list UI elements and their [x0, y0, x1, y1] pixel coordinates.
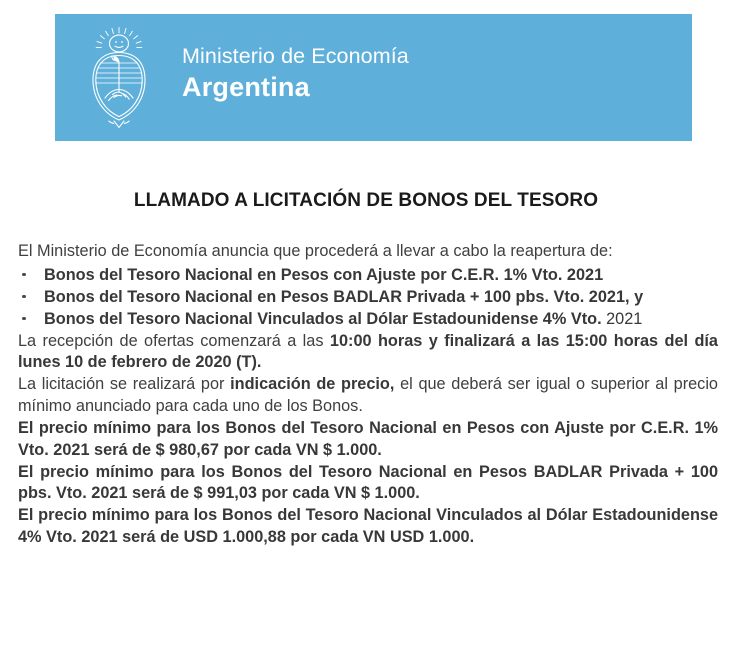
bullet-dot-icon — [22, 317, 26, 321]
reception-paragraph — [18, 331, 732, 375]
intro-paragraph: El Ministerio de Economía anuncia que procederá a llevar a cabo la reapertura de: — [18, 242, 613, 260]
banner-content — [55, 26, 409, 130]
bidding-paragraph — [18, 374, 732, 418]
page-title: LLAMADO A LICITACIÓN DE BONOS DEL TESORO — [133, 190, 599, 211]
minimum-price-dollar-linked: El precio mínimo para los Bonos del Tesoro Nacional Vinculados al Dólar Estadounidense 4% Vto. 2021 será de USD 1.000,88 por cada VN USD 1.000. — [18, 506, 718, 546]
country-label: Argentina — [182, 72, 310, 103]
bond-name: Bonos del Tesoro Nacional en Pesos con Ajuste por C.E.R. 1% Vto. 2021 — [44, 265, 604, 284]
bidding-lead: La licitación se realizará por — [18, 375, 231, 394]
reception-lead: La recepción de ofertas comenzará a las — [18, 331, 330, 350]
bullet-dot-icon — [22, 273, 26, 277]
brand-text-block — [182, 43, 409, 110]
bullet-dot-icon — [22, 295, 26, 299]
argentina-coat-of-arms-icon — [82, 26, 156, 130]
document-body — [18, 190, 732, 549]
minimum-price-cer: El precio mínimo para los Bonos del Tesoro Nacional en Pesos con Ajuste por C.E.R. 1% Vto. 2021 será de $ 980,67 por cada VN $ 1.000. — [18, 418, 718, 459]
ministry-label: Ministerio de Economía — [182, 43, 409, 68]
bond-name-tail: 2021 — [606, 309, 643, 328]
minimum-price-badlar: El precio mínimo para los Bonos del Tesoro Nacional en Pesos BADLAR Privada + 100 pbs. Vto. 2021 será de $ 991,03 por cada VN $ 1.000. — [18, 462, 718, 503]
bidding-tail: el que deberá ser igual o superior al precio mínimo anunciado para cada uno de los Bonos. — [18, 375, 718, 416]
ministry-header-banner — [55, 14, 692, 141]
list-item — [18, 265, 732, 287]
bond-name: Bonos del Tesoro Nacional en Pesos BADLAR Privada + 100 pbs. Vto. 2021, y — [44, 287, 644, 306]
bidding-method: indicación de precio, — [230, 375, 395, 394]
list-item — [18, 287, 732, 309]
bond-name: Bonos del Tesoro Nacional Vinculados al Dólar Estadounidense 4% Vto. — [44, 309, 607, 328]
bond-list — [18, 265, 732, 331]
list-item — [18, 309, 732, 331]
reception-schedule: 10:00 horas y finalizará a las 15:00 horas del día lunes 10 de febrero de 2020 (T). — [18, 331, 718, 372]
